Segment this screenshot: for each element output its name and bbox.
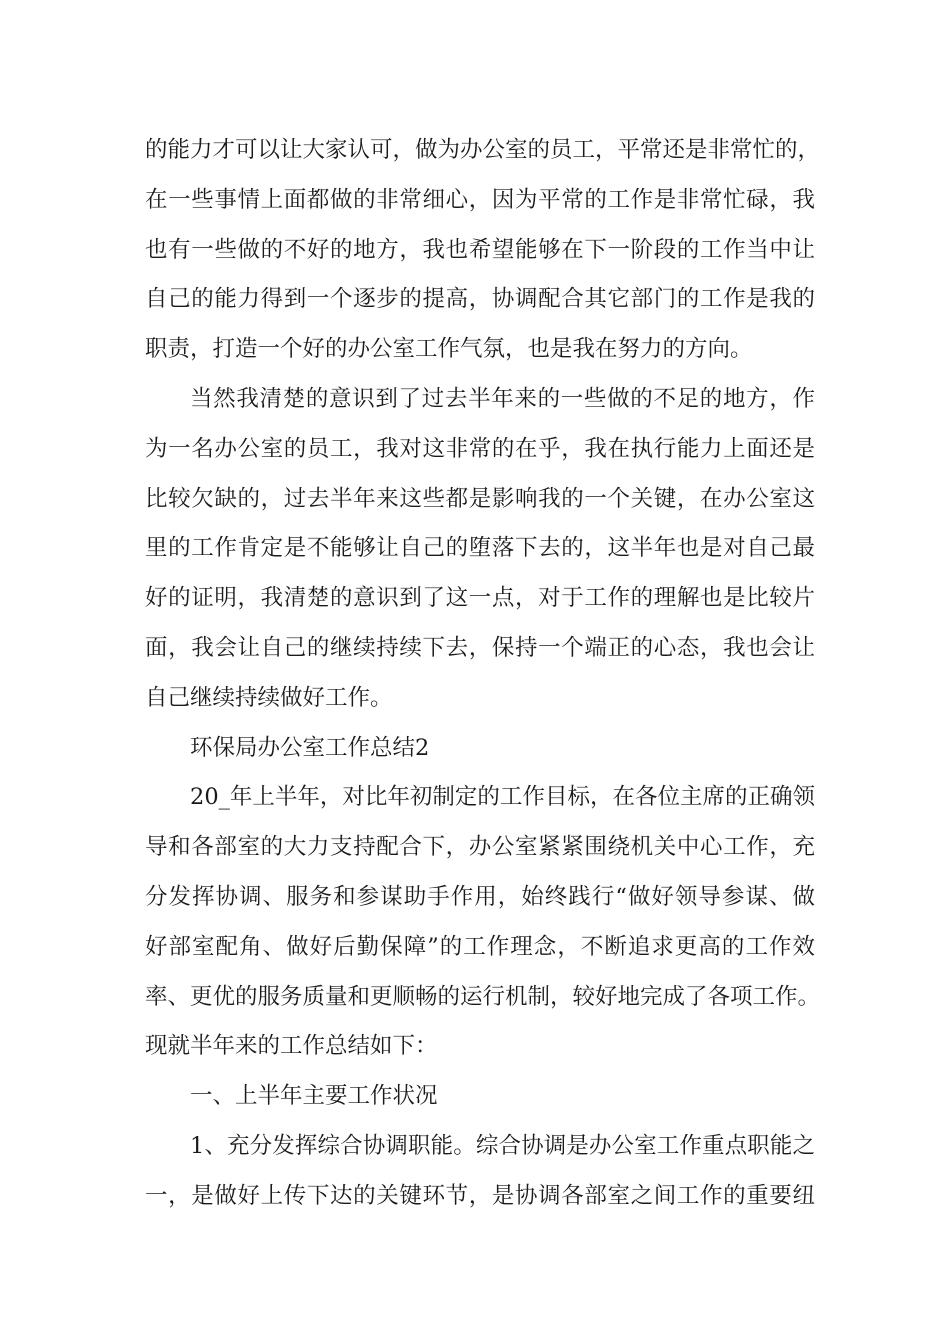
text-line: 比较欠缺的，过去半年来这些都是影响我的一个关键，在办公室这 (145, 485, 815, 512)
text-line: 分发挥协调、服务和参谋助手作用，始终践行“做好领导参谋、做 (145, 883, 815, 910)
text-line: 面，我会让自己的继续持续下去，保持一个端正的心态，我也会让 (145, 634, 815, 661)
paragraph-first-line: 20_年上半年，对比年初制定的工作目标，在各位主席的正确领 (190, 784, 815, 811)
document-body (145, 126, 821, 1222)
text-line: 自己的能力得到一个逐步的提高，协调配合其它部门的工作是我的 (145, 286, 815, 313)
text-line: 在一些事情上面都做的非常细心，因为平常的工作是非常忙碌，我 (145, 186, 815, 213)
text-line: 好的证明，我清楚的意识到了这一点，对于工作的理解也是比较片 (145, 585, 815, 612)
text-line: 好部室配角、做好后勤保障”的工作理念，不断追求更高的工作效 (145, 933, 815, 960)
text-line: 一，是做好上传下达的关键环节，是协调各部室之间工作的重要纽 (145, 1182, 815, 1209)
text-line: 也有一些做的不好的地方，我也希望能够在下一阶段的工作当中让 (145, 236, 815, 263)
text-line: 自己继续持续做好工作。 (145, 684, 393, 711)
text-line: 现就半年来的工作总结如下： (145, 1033, 438, 1060)
section-title: 环保局办公室工作总结2 (190, 734, 430, 761)
section-heading: 一、上半年主要工作状况 (190, 1083, 438, 1110)
text-line: 职责，打造一个好的办公室工作气氛，也是我在努力的方向。 (145, 336, 753, 363)
text-line: 的能力才可以让大家认可，做为办公室的员工，平常还是非常忙的， (145, 137, 821, 163)
text-line: 为一名办公室的员工，我对这非常的在乎，我在执行能力上面还是 (145, 435, 815, 462)
text-line: 里的工作肯定是不能够让自己的堕落下去的，这半年也是对自己最 (145, 535, 815, 562)
text-line: 率、更优的服务质量和更顺畅的运行机制，较好地完成了各项工作。 (145, 983, 821, 1010)
text-line: 导和各部室的大力支持配合下，办公室紧紧围绕机关中心工作，充 (145, 834, 815, 861)
paragraph-first-line: 当然我清楚的意识到了过去半年来的一些做的不足的地方，作 (190, 385, 815, 412)
paragraph-first-line: 1、充分发挥综合协调职能。综合协调是办公室工作重点职能之 (190, 1132, 815, 1159)
